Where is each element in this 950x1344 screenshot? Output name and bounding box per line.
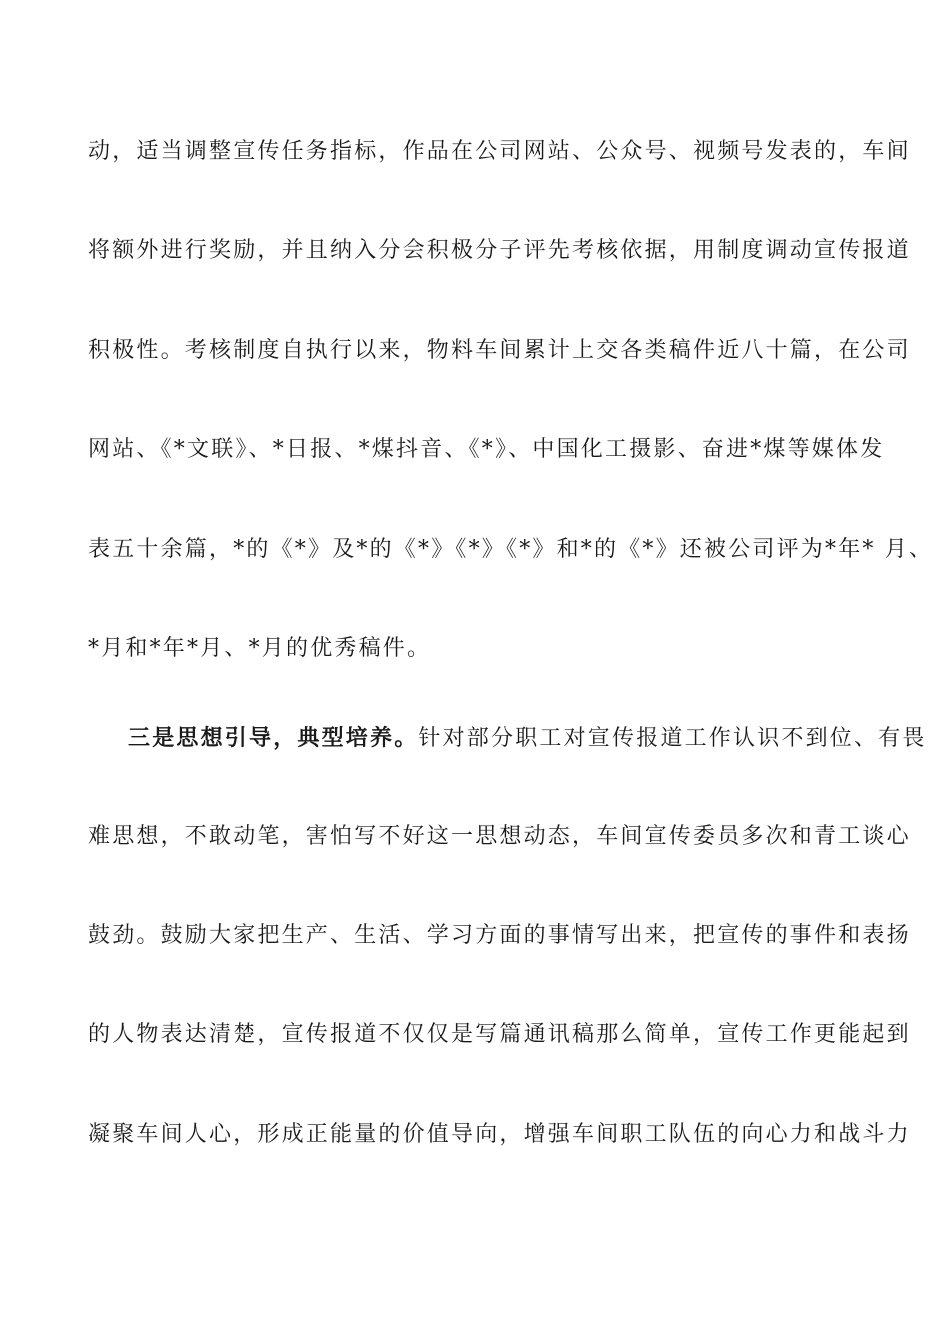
paragraph-2-line-1 — [128, 723, 927, 754]
paragraph-2-line-3: 鼓劲。鼓励大家把生产、生活、学习方面的事情写出来，把宣传的事件和表扬 — [88, 923, 911, 948]
paragraph-1-line-6: *月和*年*月、*月的优秀稿件。 — [88, 636, 432, 661]
paragraph-1-line-2: 将额外进行奖励，并且纳入分会积极分子评先考核依据，用制度调动宣传报道 — [88, 238, 911, 263]
paragraph-2-line-5: 凝聚车间人心，形成正能量的价值导向，增强车间职工队伍的向心力和战斗力 — [88, 1122, 911, 1147]
paragraph-2-line-1-text: 针对部分职工对宣传报道工作认识不到位、有畏 — [418, 726, 927, 751]
paragraph-1-line-1: 动，适当调整宣传任务指标，作品在公司网站、公众号、视频号发表的，车间 — [88, 139, 911, 164]
paragraph-1-line-3: 积极性。考核制度自执行以来，物料车间累计上交各类稿件近八十篇，在公司 — [88, 338, 911, 363]
paragraph-2-heading: 三是思想引导，典型培养。 — [128, 725, 419, 751]
paragraph-2-line-4: 的人物表达清楚，宣传报道不仅仅是写篇通讯稿那么简单，宣传工作更能起到 — [88, 1022, 911, 1047]
paragraph-1-line-5: 表五十余篇，*的《*》及*的《*》《*》《*》和*的《*》还被公司评为*年* 月、 — [88, 537, 934, 562]
paragraph-1-line-4: 网站、《*文联》、*日报、*煤抖音、《*》、中国化工摄影、奋进*煤等媒体发 — [88, 437, 885, 462]
paragraph-2-line-2: 难思想，不敢动笔，害怕写不好这一思想动态，车间宣传委员多次和青工谈心 — [88, 824, 911, 849]
